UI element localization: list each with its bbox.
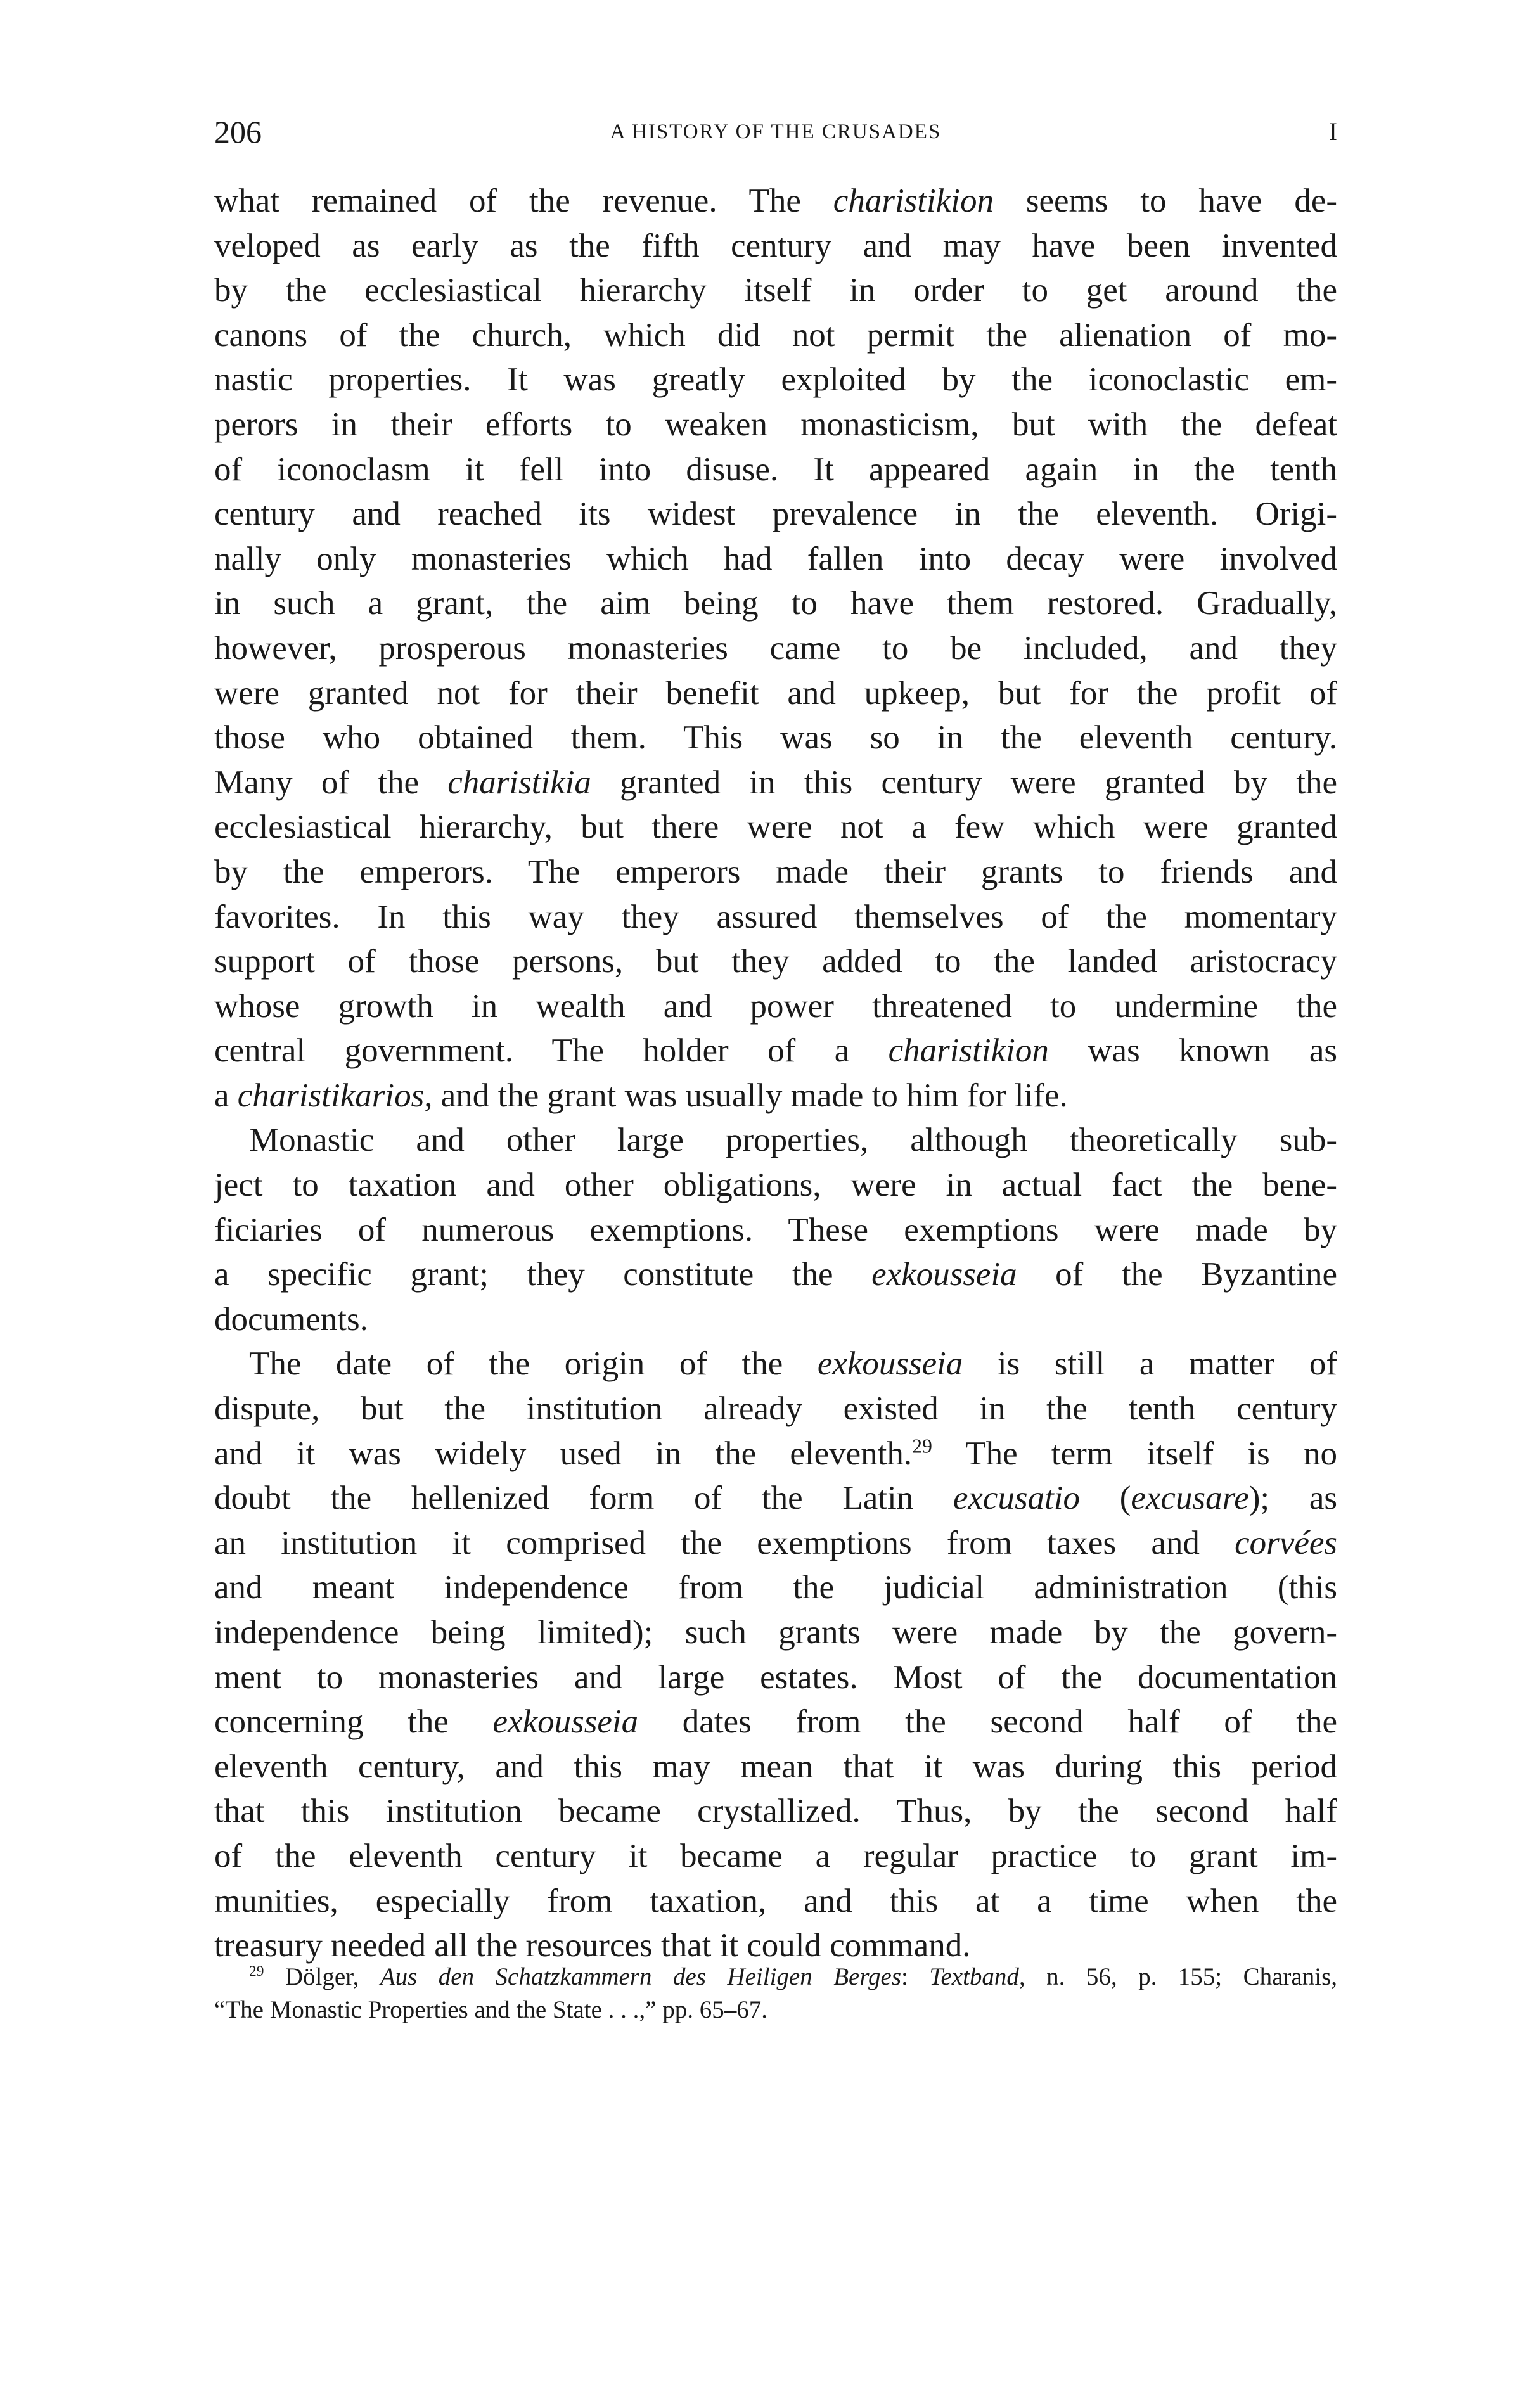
text-run: ); as [1248,1480,1337,1517]
italic-term: excusatio [953,1480,1081,1517]
text-run: is still a matter of [963,1345,1337,1383]
text-line [214,1073,1337,1118]
text-line [214,581,1337,626]
text-line [214,357,1337,402]
text-line [214,1431,1337,1476]
text-run: in such a grant, the aim being to have them restored. Gradually, [214,585,1337,622]
text-line [214,984,1337,1029]
text-run: veloped as early as the fifth century and may have been invented [214,227,1337,264]
text-run: Dölger, [264,1963,380,1990]
text-run: ject to taxation and other obligations, were in actual fact the bene- [214,1167,1337,1204]
text-run: were granted not for their benefit and upkeep, but for the profit of [214,674,1337,712]
text-run: ( [1080,1480,1131,1517]
text-run: however, prosperous monasteries came to be included, and they [214,629,1337,667]
text-run: central government. The holder of a [214,1032,889,1070]
italic-term: charistikion [888,1032,1049,1070]
text-line [214,224,1337,269]
text-line [214,447,1337,492]
text-run: Many of the [214,764,448,801]
text-run: what remained of the revenue. The [214,183,833,219]
text-run: nastic properties. It was greatly exploited by the iconoclastic em- [214,361,1337,399]
text-line [214,850,1337,895]
text-run: The date of the origin of the [249,1345,818,1383]
text-run: ecclesiastical hierarchy, but there were not a few which were granted [214,809,1337,846]
text-line [214,715,1337,760]
text-line [214,1252,1337,1297]
text-line [214,1342,1337,1387]
italic-term: exkousseia [492,1703,639,1741]
text-line [214,1521,1337,1566]
footnote-line [214,1961,1337,1994]
text-line [214,805,1337,850]
text-run: granted in this century were granted by the [591,764,1337,801]
text-line [214,1655,1337,1700]
text-run: perors in their efforts to weaken monasticism, but with the defeat [214,406,1337,443]
text-line [214,1610,1337,1655]
text-run: those who obtained them. This was so in the eleventh century. [214,719,1337,757]
running-title: A HISTORY OF THE CRUSADES [610,120,942,143]
text-run: doubt the hellenized form of the Latin [214,1480,953,1517]
text-line [214,1387,1337,1431]
text-run: documents. [214,1300,368,1338]
text-line [214,1476,1337,1521]
footnote-line [214,1994,1337,2027]
text-line [214,402,1337,447]
text-line [214,1163,1337,1208]
italic-term: exkousseia [817,1345,963,1383]
text-run: The term itself is no [932,1435,1337,1472]
text-line [214,1208,1337,1253]
text-run: , and the grant was usually made to him for life. [424,1077,1068,1114]
italic-term: excusare [1131,1480,1249,1517]
text-run: was known as [1048,1032,1337,1070]
text-line [214,313,1337,358]
text-run: concerning the [214,1703,493,1741]
text-line [214,492,1337,537]
footnote-marker: 29 [912,1434,932,1457]
text-run: an institution it comprised the exemptions from taxes and [214,1524,1235,1561]
text-run: ficiaries of numerous exemptions. These exemptions were made by [214,1211,1337,1248]
text-run: and it was widely used in the eleventh. [214,1435,913,1472]
text-line [214,1879,1337,1924]
text-run: and meant independence from the judicial administration (this [214,1569,1337,1606]
text-line [214,1745,1337,1790]
part-number: I [1328,117,1337,146]
text-line [214,1565,1337,1610]
text-run: by the ecclesiastical hierarchy itself in order to get around the [214,272,1337,309]
text-line [214,760,1337,805]
text-run: eleventh century, and this may mean that it was during this period [214,1748,1337,1785]
text-run: whose growth in wealth and power threatened to undermine the [214,987,1337,1025]
text-run: canons of the church, which did not permit the alienation of mo- [214,316,1337,354]
text-run: Monastic and other large properties, although theoretically sub- [249,1122,1337,1159]
text-run: treasury needed all the resources that it could command. [214,1927,971,1964]
text-run: ment to monasteries and large estates. Most of the documentation [214,1658,1337,1696]
text-run: , n. 56, p. 155; Charanis, [1018,1963,1337,1990]
italic-term: charistikia [447,764,591,801]
italic-term: charistikarios [237,1077,425,1114]
text-run: by the emperors. The emperors made their grants to friends and [214,853,1337,890]
italic-term: exkousseia [871,1256,1017,1293]
italic-term: Aus den Schatzkammern des Heiligen Berges [380,1963,902,1990]
text-run: munities, especially from taxation, and this at a time when the [214,1882,1337,1919]
text-run: of the Byzantine [1017,1256,1337,1293]
italic-term: Textband [929,1963,1019,1990]
footnotes [214,1961,1337,2027]
text-run: a specific grant; they constitute the [214,1256,872,1293]
italic-term: charistikion [833,183,994,219]
text-line [214,1118,1337,1163]
text-run: support of those persons, but they added to the landed aristocracy [214,943,1337,980]
italic-term: corvées [1235,1524,1337,1561]
body-text [214,179,1337,1968]
text-run: of the eleventh century it became a regular practice to grant im- [214,1837,1337,1874]
text-line [214,1028,1337,1073]
text-run: independence being limited); such grants were made by the govern- [214,1614,1337,1651]
footnote-marker: 29 [249,1963,264,1980]
text-run: dates from the second half of the [638,1703,1337,1741]
text-run: “The Monastic Properties and the State . . .,” pp. 65–67. [214,1996,767,2023]
text-line [214,537,1337,582]
text-run: of iconoclasm it fell into disuse. It appeared again in the tenth [214,451,1337,488]
text-run: favorites. In this way they assured themselves of the momentary [214,898,1337,935]
text-run: dispute, but the institution already existed in the tenth century [214,1390,1337,1428]
text-run: : [901,1963,930,1990]
text-line [214,1834,1337,1879]
text-run: century and reached its widest prevalence in the eleventh. Origi- [214,496,1337,533]
text-line [214,939,1337,984]
text-line [214,268,1337,313]
text-run: a [214,1077,238,1114]
text-line [214,1297,1337,1342]
text-run: nally only monasteries which had fallen into decay were involved [214,540,1337,577]
text-line [214,895,1337,940]
text-line [214,1700,1337,1745]
page-number: 206 [214,114,262,150]
running-header [214,113,1337,151]
text-line [214,626,1337,671]
text-run: seems to have de- [994,183,1337,219]
text-line [214,179,1337,224]
text-line [214,671,1337,716]
text-run: that this institution became crystallized. Thus, by the second half [214,1793,1337,1830]
text-line [214,1789,1337,1834]
